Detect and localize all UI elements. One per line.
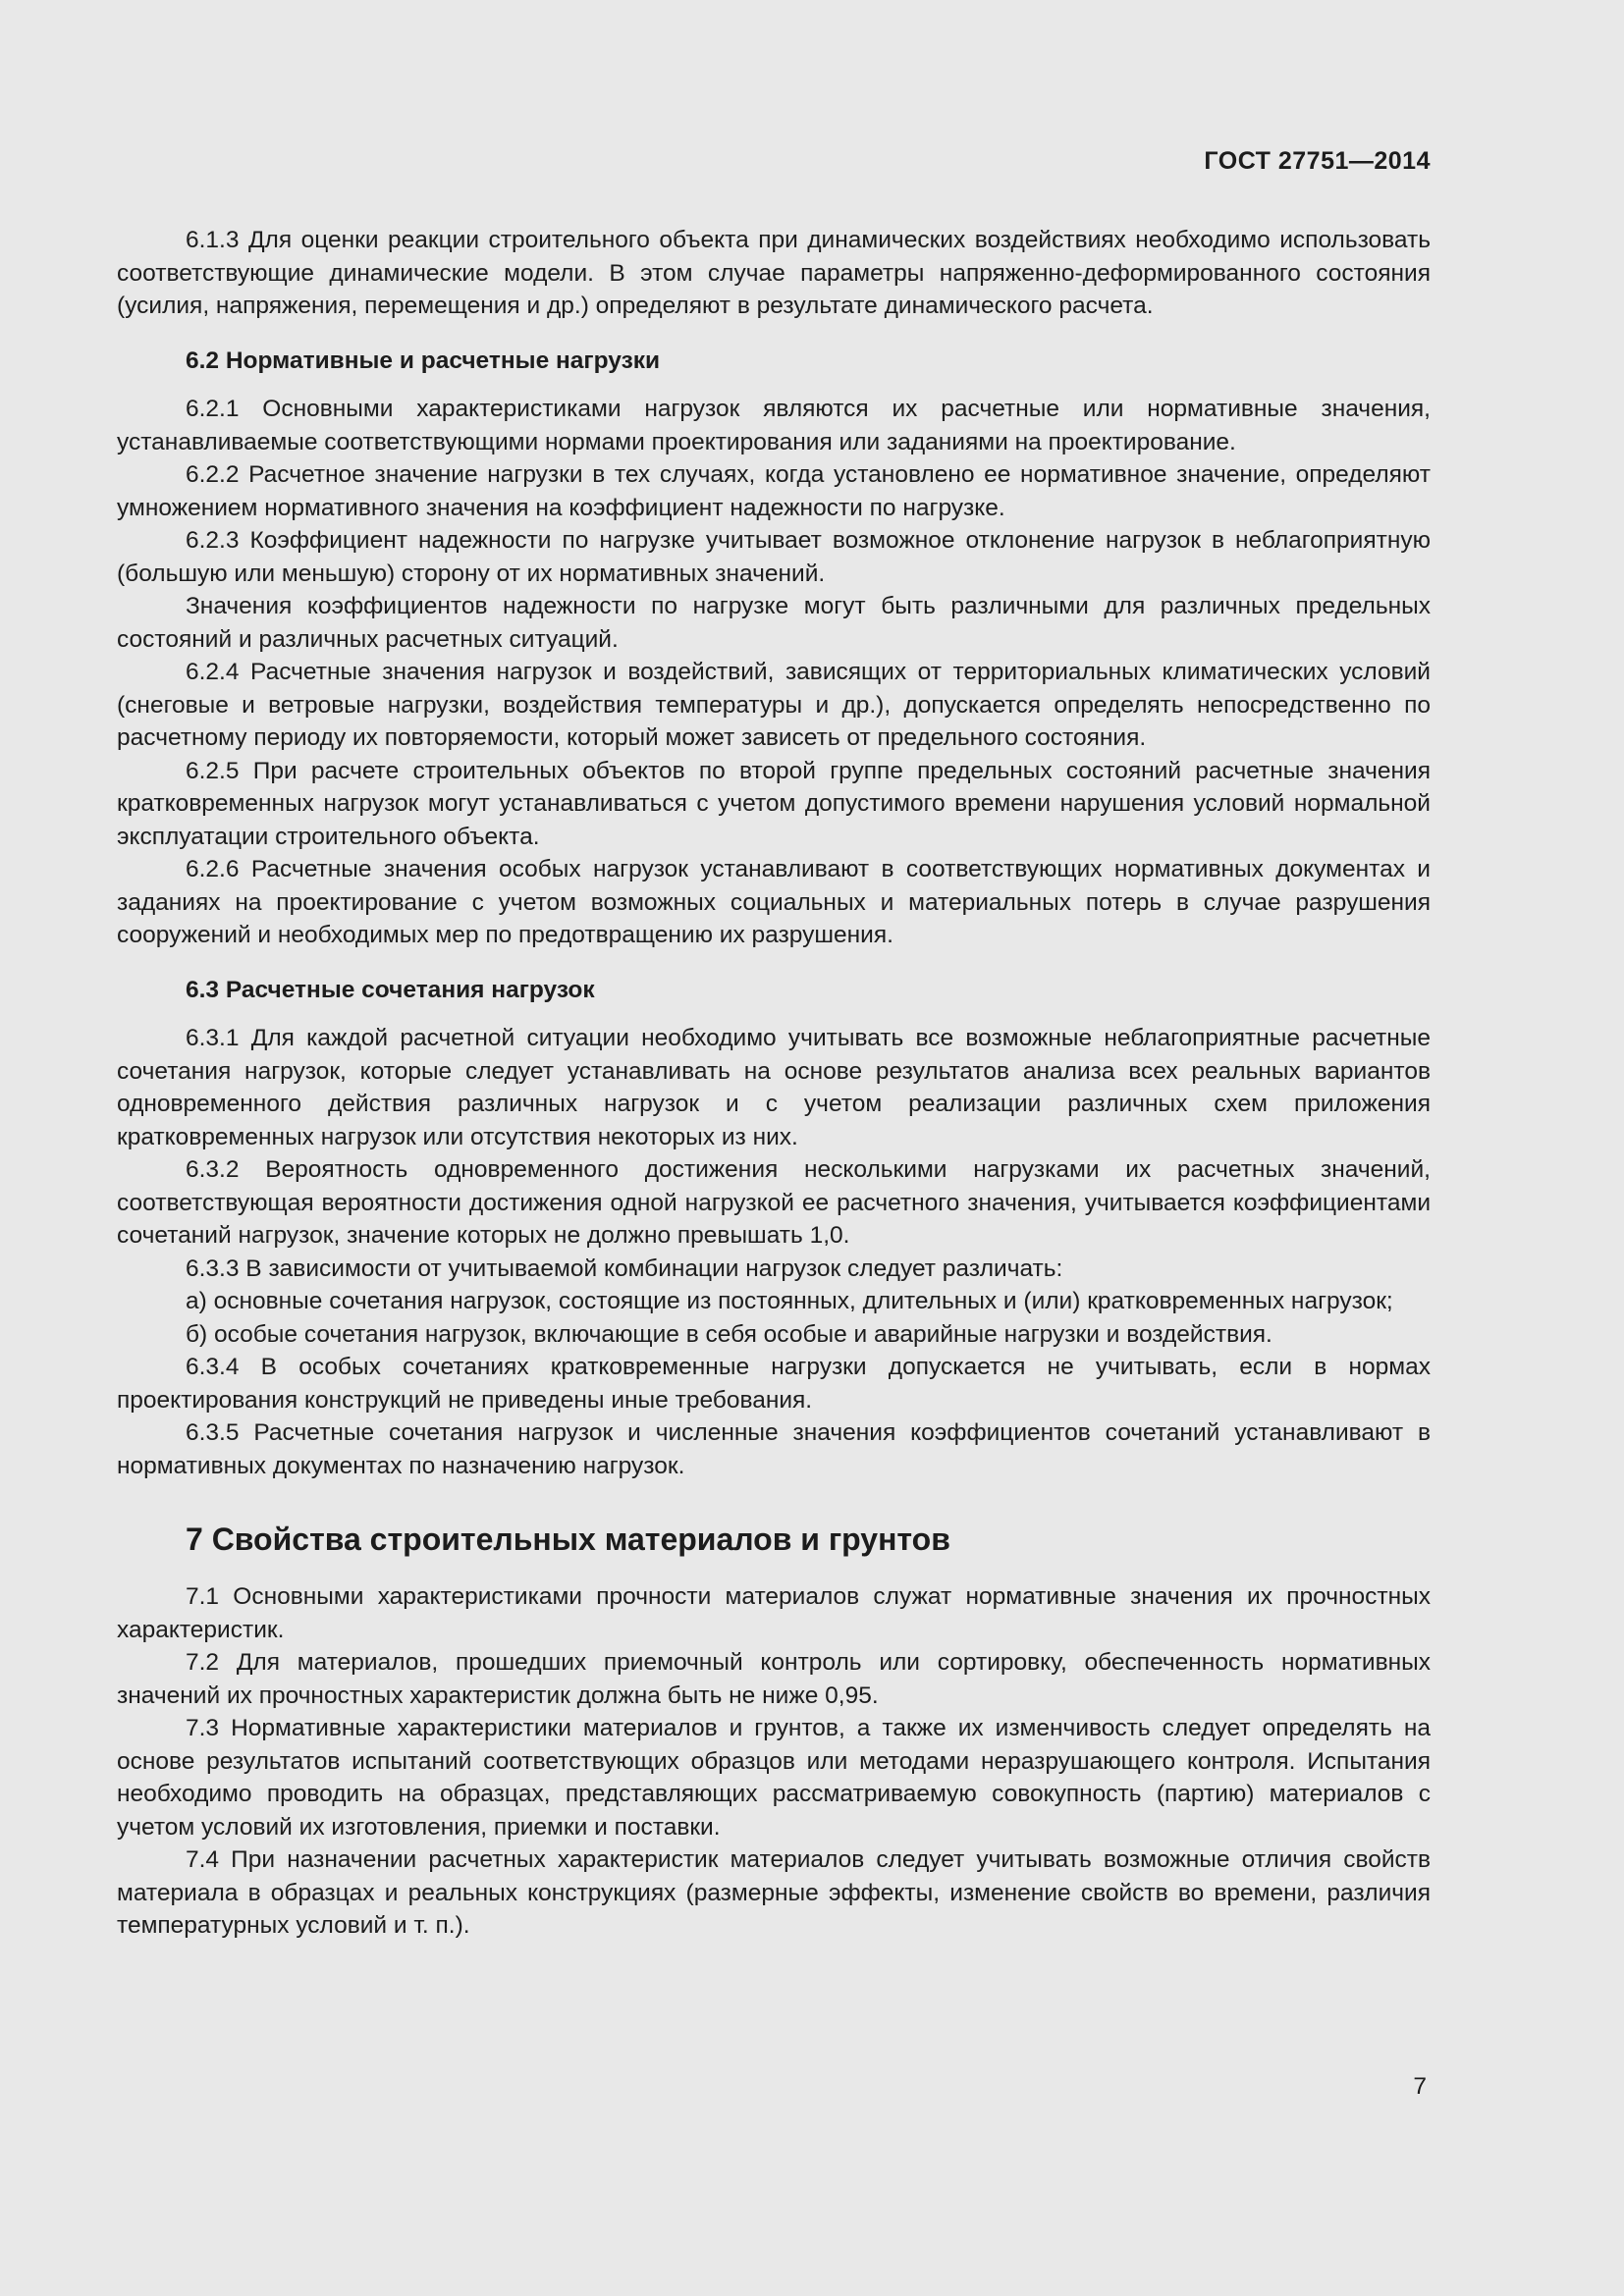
heading-6-3: 6.3 Расчетные сочетания нагрузок xyxy=(186,976,595,1003)
document-body xyxy=(117,224,1431,1943)
list-item-6-3-3-b: б) особые сочетания нагрузок, включающие в себя особые и аварийные нагрузки и воздействия. xyxy=(186,1320,1272,1348)
paragraph-6-2-5: 6.2.5 При расчете строительных объектов по второй группе предельных состояний расчетные значения кратковременных нагрузок могут устанавливаться с учетом допустимого времени нарушения условий нормальной эксплуатации строительного объекта. xyxy=(117,757,1431,850)
page-number: 7 xyxy=(1413,2073,1427,2100)
paragraph-7-3: 7.3 Нормативные характеристики материалов и грунтов, а также их изменчивость следует определять на основе результатов испытаний соответствующих образцов или методами неразрушающего контроля. Испытания необходимо проводить на образцах, представляющих рассматриваемую совокупность (партию) материалов с учетом условий их изготовления, приемки и поставки. xyxy=(117,1715,1431,1841)
paragraph-6-2-3: 6.2.3 Коэффициент надежности по нагрузке учитывает возможное отклонение нагрузок в неблагоприятную (большую или меньшую) сторону от их нормативных значений. xyxy=(117,527,1431,587)
paragraph-6-1-3: 6.1.3 Для оценки реакции строительного объекта при динамических воздействиях необходимо использовать соответствующие динамические модели. В этом случае параметры напряженно-деформированного состояния (усилия, напряжения, перемещения и др.) определяют в результате динамического расчета. xyxy=(117,227,1431,319)
paragraph-6-2-3-continued: Значения коэффициентов надежности по нагрузке могут быть различными для различных предельных состояний и различных расчетных ситуаций. xyxy=(117,593,1431,653)
paragraph-6-3-1: 6.3.1 Для каждой расчетной ситуации необходимо учитывать все возможные неблагоприятные расчетные сочетания нагрузок, которые следует устанавливать на основе результатов анализа всех реальных вариантов одновременного действия различных нагрузок и с учетом реализации различных схем приложения кратковременных нагрузок или отсутствия некоторых из них. xyxy=(117,1025,1431,1150)
paragraph-6-3-4: 6.3.4 В особых сочетаниях кратковременные нагрузки допускается не учитывать, если в нормах проектирования конструкций не приведены иные требования. xyxy=(117,1354,1431,1414)
paragraph-6-3-2: 6.3.2 Вероятность одновременного достижения несколькими нагрузками их расчетных значений, соответствующая вероятности достижения одной нагрузкой ее расчетного значения, учитывается коэффициентами сочетаний нагрузок, значение которых не должно превышать 1,0. xyxy=(117,1156,1431,1249)
paragraph-6-2-1: 6.2.1 Основными характеристиками нагрузок являются их расчетные или нормативные значения, устанавливаемые соответствующими нормами проектирования или заданиями на проектирование. xyxy=(117,396,1431,455)
paragraph-6-3-3: 6.3.3 В зависимости от учитываемой комбинации нагрузок следует различать: xyxy=(186,1255,1063,1282)
standard-code: ГОСТ 27751—2014 xyxy=(1204,147,1431,175)
heading-section-7: 7 Свойства строительных материалов и грунтов xyxy=(186,1522,950,1557)
paragraph-7-1: 7.1 Основными характеристиками прочности материалов служат нормативные значения их прочностных характеристик. xyxy=(117,1583,1431,1643)
paragraph-6-2-2: 6.2.2 Расчетное значение нагрузки в тех случаях, когда установлено ее нормативное значение, определяют умножением нормативного значения на коэффициент надежности по нагрузке. xyxy=(117,461,1431,521)
paragraph-6-3-5: 6.3.5 Расчетные сочетания нагрузок и численные значения коэффициентов сочетаний устанавливают в нормативных документах по назначению нагрузок. xyxy=(117,1419,1431,1479)
heading-6-2: 6.2 Нормативные и расчетные нагрузки xyxy=(186,347,661,374)
paragraph-7-4: 7.4 При назначении расчетных характеристик материалов следует учитывать возможные отличия свойств материала в образцах и реальных конструкциях (размерные эффекты, изменение свойств во времени, различия температурных условий и т. п.). xyxy=(117,1846,1431,1939)
paragraph-6-2-6: 6.2.6 Расчетные значения особых нагрузок устанавливают в соответствующих нормативных документах и заданиях на проектирование с учетом возможных социальных и материальных потерь в случае разрушения сооружений и необходимых мер по предотвращению их разрушения. xyxy=(117,856,1431,948)
paragraph-6-2-4: 6.2.4 Расчетные значения нагрузок и воздействий, зависящих от территориальных климатических условий (снеговые и ветровые нагрузки, воздействия температуры и др.), допускается определять непосредственно по расчетному периоду их повторяемости, который может зависеть от предельного состояния. xyxy=(117,659,1431,751)
list-item-6-3-3-a: а) основные сочетания нагрузок, состоящие из постоянных, длительных и (или) кратковременных нагрузок; xyxy=(186,1288,1393,1314)
paragraph-7-2: 7.2 Для материалов, прошедших приемочный контроль или сортировку, обеспеченность нормативных значений их прочностных характеристик должна быть не ниже 0,95. xyxy=(117,1649,1431,1709)
